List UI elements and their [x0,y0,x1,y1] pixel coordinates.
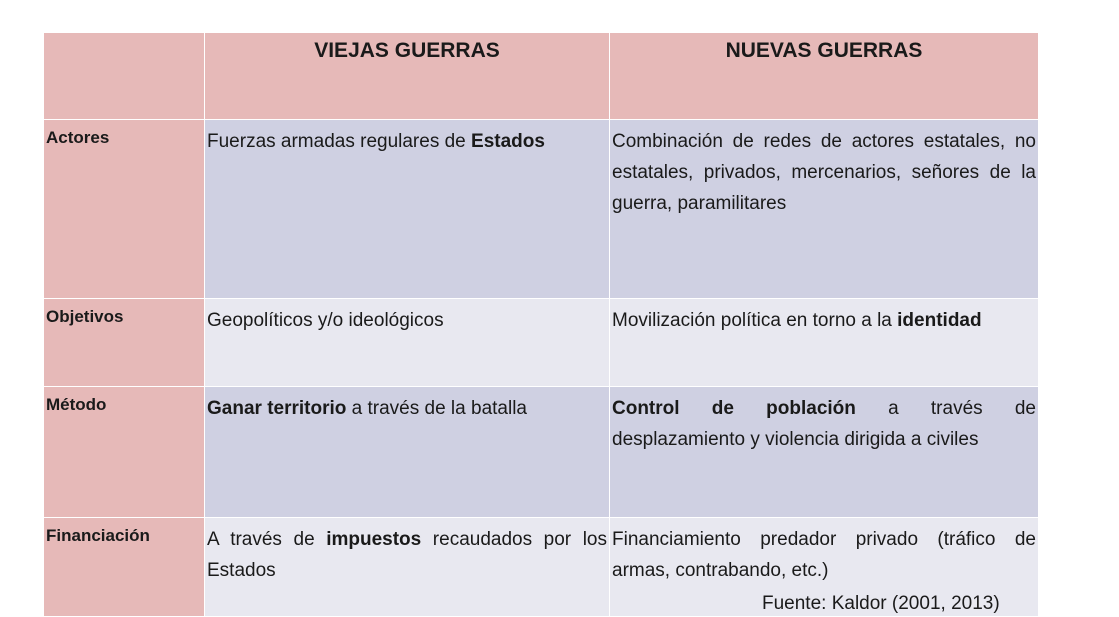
bold-text: Ganar territorio [207,398,347,419]
bold-text: Estados [471,131,545,152]
old-wars-cell [205,120,610,299]
text-run: Combinación de redes de actores estatales, no estatales, privados, mercenarios, señores de la guerra, paramilitares [612,131,1036,214]
text-run: Geopolíticos y/o ideológicos [207,310,444,331]
old-wars-cell [205,387,610,518]
text-run: A través de [207,529,327,550]
row-label: Método [44,387,205,518]
text-run: a través de desplazamiento y violencia dirigida a civiles [612,398,1036,450]
text-run: a través de la batalla [346,398,527,419]
new-wars-cell [610,120,1039,299]
text-run: recaudados por los Estados [207,529,607,581]
row-label: Actores [44,120,205,299]
old-wars-cell [205,299,610,387]
text-run: Fuerzas armadas regulares de [207,131,472,152]
new-wars-cell [610,387,1039,518]
header-new-wars: NUEVAS GUERRAS [610,33,1039,120]
bold-text: identidad [897,310,982,331]
text-run: Movilización política en torno a la [612,310,898,331]
bold-text: Control de población [612,398,856,419]
new-wars-cell [610,299,1039,387]
header-old-wars: VIEJAS GUERRAS [205,33,610,120]
comparison-table [43,32,1039,617]
bold-text: impuestos [326,529,422,550]
table-row [44,120,1039,299]
table-row [44,387,1039,518]
header-row [44,33,1039,120]
row-label: Objetivos [44,299,205,387]
header-empty-cell [44,33,205,120]
row-label: Financiación [44,518,205,617]
table-row [44,299,1039,387]
source-caption: Fuente: Kaldor (2001, 2013) [762,593,1000,614]
old-wars-cell [205,518,610,617]
text-run: Financiamiento predador privado (tráfico de armas, contrabando, etc.) [612,529,1036,581]
